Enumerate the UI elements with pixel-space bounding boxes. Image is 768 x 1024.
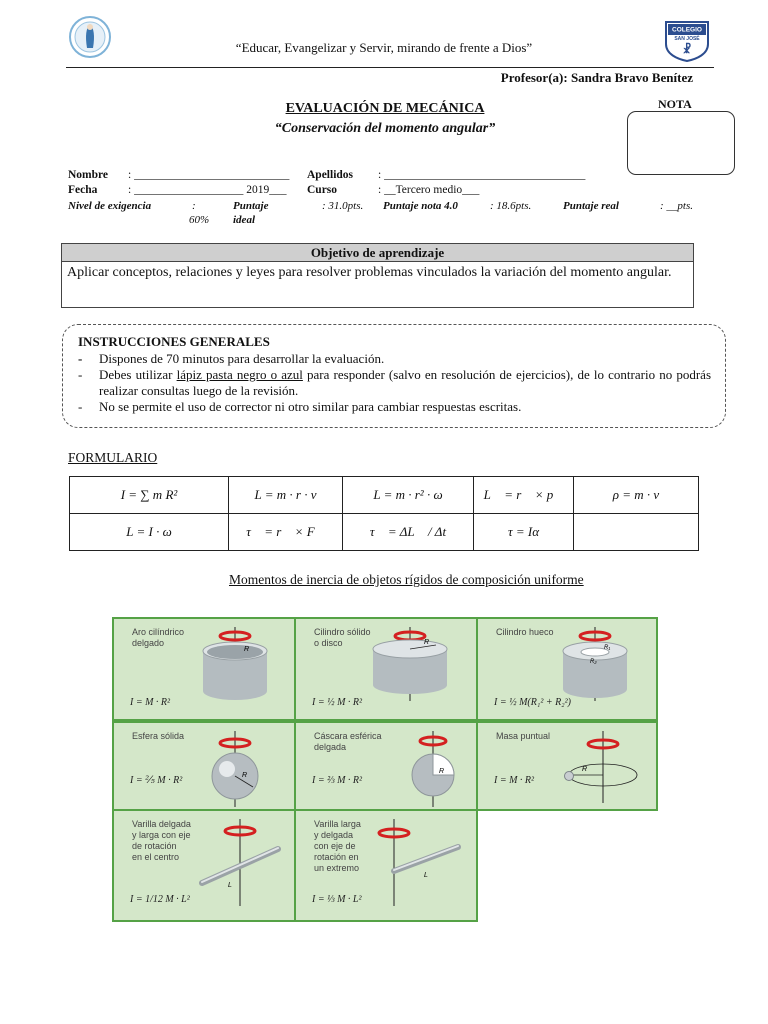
formula-table	[69, 476, 699, 551]
radius-symbol: R	[244, 646, 250, 653]
instructions-heading: INSTRUCCIONES GENERALES	[78, 334, 270, 349]
pen-requirement: lápiz pasta negro o azul	[176, 367, 303, 382]
cell-formula: I = M · R²	[130, 697, 171, 708]
rod-center-axis-icon	[114, 811, 296, 922]
fecha-label: Fecha	[68, 184, 98, 196]
cell-label: Masa puntual	[496, 731, 551, 741]
grade-box	[627, 111, 735, 175]
inertia-heading: Momentos de inercia de objetos rígidos de composición uniforme	[229, 572, 584, 587]
grade-label: NOTA	[658, 97, 692, 111]
svg-text:SAN JOSÉ: SAN JOSÉ	[674, 36, 700, 42]
cell-label: Cilindro hueco	[496, 627, 554, 637]
cell-label: Cáscara esférica delgada	[314, 731, 382, 752]
puntaje-nota-value: : 18.6pts.	[490, 200, 532, 212]
formula-row	[70, 514, 699, 551]
formula-cell: I = ∑ m R²	[70, 477, 229, 514]
instruction-bullet: -	[78, 367, 83, 382]
puntaje-ideal-label-2: ideal	[233, 214, 255, 226]
inertia-cell-solid-cylinder	[294, 617, 478, 721]
formulario-heading: FORMULARIO	[68, 450, 158, 465]
inertia-cell-rod-center	[112, 809, 296, 922]
svg-text:COLEGIO: COLEGIO	[672, 26, 702, 34]
puntaje-nota-label: Puntaje nota 4.0	[383, 200, 458, 212]
cell-formula: I = 1/12 M · L²	[130, 894, 190, 905]
formula-row	[70, 477, 699, 514]
cell-formula: I = ⅔ M · R²	[312, 775, 363, 786]
fecha-field[interactable]: : ___________________ 2019___	[128, 184, 287, 196]
radius-symbol: R₁	[604, 645, 611, 651]
formula-cell: τ⃗ = ΔL⃗ / Δt	[343, 514, 474, 551]
cell-label: Esfera sólida	[132, 731, 185, 741]
cell-formula: I = ⅖ M · R²	[130, 775, 183, 786]
objective-box	[61, 243, 694, 308]
instruction-bullet: -	[78, 399, 83, 414]
spherical-shell-icon	[296, 723, 478, 811]
formula-cell: τ = Iα	[474, 514, 574, 551]
radius-symbol: R	[439, 768, 445, 775]
point-mass-icon	[478, 723, 658, 811]
puntaje-real-field[interactable]: : __pts.	[660, 200, 693, 212]
length-symbol: L	[424, 872, 428, 879]
inertia-cell-hoop	[112, 617, 296, 721]
nombre-label: Nombre	[68, 169, 109, 181]
colegio-shield-logo	[663, 20, 711, 62]
nivel-exigencia-value: 60%	[189, 214, 210, 226]
radius-symbol: R₂	[590, 659, 597, 665]
formula-cell: τ⃗ = r⃗ × F⃗	[229, 514, 343, 551]
school-motto: “Educar, Evangelizar y Servir, mirando de frente a Dios”	[235, 40, 533, 55]
objective-text: Aplicar conceptos, relaciones y leyes para resolver problemas vinculados la variación del momento angular.	[67, 265, 672, 280]
curso-label: Curso	[307, 184, 338, 196]
instruction-item	[78, 367, 711, 399]
apellidos-field[interactable]: : ___________________________________	[378, 169, 586, 181]
inertia-cell-solid-sphere	[112, 721, 296, 811]
formula-cell: L⃗ = r⃗ × p⃗	[474, 477, 574, 514]
header-divider	[66, 67, 714, 68]
instruction-text: Dispones de 70 minutos para desarrollar la evaluación.	[99, 351, 385, 366]
length-symbol: L	[228, 882, 232, 889]
objective-heading: Objetivo de aprendizaje	[62, 244, 693, 262]
instruction-text: No se permite el uso de corrector ni otro similar para cambiar respuestas escritas.	[99, 399, 522, 414]
nombre-field[interactable]: : ___________________________	[128, 169, 290, 181]
instruction-bullet: -	[78, 351, 83, 366]
instruction-item	[78, 399, 711, 415]
nivel-exigencia-colon: :	[192, 200, 196, 212]
radius-symbol: R	[424, 639, 430, 646]
cell-formula: I = ⅓ M · L²	[312, 894, 362, 905]
instruction-item	[78, 351, 711, 367]
formula-cell: L = m · r² · ω	[343, 477, 474, 514]
cell-formula: I = ½ M(R₁² + R₂²)	[494, 697, 571, 708]
cell-label: Cilindro sólido o disco	[314, 627, 371, 648]
cell-label: Varilla delgada y larga con eje de rotación en el centro	[132, 819, 191, 862]
instruction-text: Debes utilizar lápiz pasta negro o azul para responder (salvo en resolución de ejercicios), de lo contrario no podrás realizar consultas luego de la revisión.	[99, 367, 712, 398]
puntaje-ideal-label: Puntaje	[233, 200, 269, 212]
formula-cell: L = I · ω	[70, 514, 229, 551]
inertia-cell-hollow-cylinder	[476, 617, 658, 721]
curso-field: : __Tercero medio___	[378, 184, 480, 196]
apellidos-label: Apellidos	[307, 169, 354, 181]
formula-cell: L = m · r · v	[229, 477, 343, 514]
puntaje-real-label: Puntaje real	[563, 200, 619, 212]
cell-formula: I = M · R²	[494, 775, 535, 786]
teacher-name: Profesor(a): Sandra Bravo Benítez	[500, 70, 693, 85]
formula-cell: ρ = m · v	[574, 477, 699, 514]
nivel-exigencia-label: Nivel de exigencia	[68, 200, 152, 212]
svg-text:☧: ☧	[682, 44, 692, 56]
formula-cell	[574, 514, 699, 551]
inertia-cell-point-mass	[476, 721, 658, 811]
radius-symbol: R	[582, 766, 588, 773]
cell-formula: I = ½ M · R²	[312, 697, 363, 708]
puntaje-ideal-value: : 31.0pts.	[322, 200, 364, 212]
solid-sphere-icon	[114, 723, 296, 811]
radius-symbol: R	[242, 772, 248, 779]
exam-subtitle: “Conservación del momento angular”	[274, 121, 496, 136]
cell-label: Varilla larga y delgada con eje de rotación en un extremo	[314, 819, 361, 873]
exam-title: EVALUACIÓN DE MECÁNICA	[285, 101, 485, 116]
inertia-cell-spherical-shell	[294, 721, 478, 811]
rod-end-axis-icon	[296, 811, 478, 922]
cell-label: Aro cilíndrico delgado	[132, 627, 185, 648]
inertia-cell-rod-end	[294, 809, 478, 922]
